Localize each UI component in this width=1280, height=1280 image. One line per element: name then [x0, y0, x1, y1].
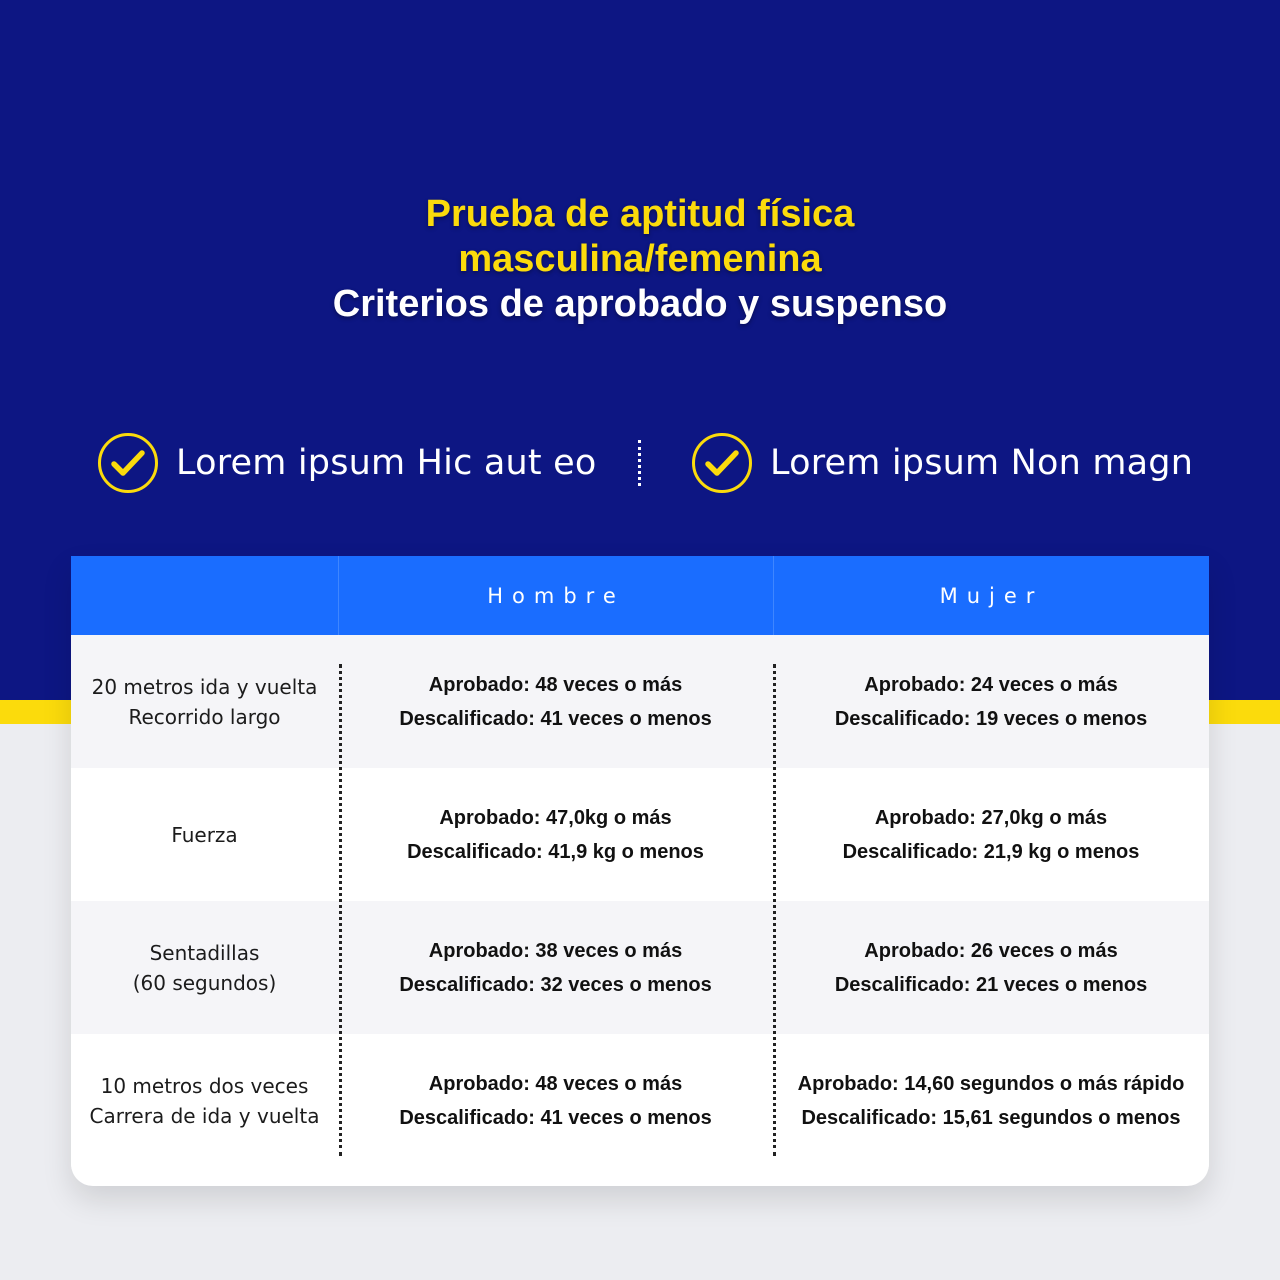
feature-item [692, 430, 1193, 496]
pass-criterion: Aprobado: 14,60 segundos o más rápido [797, 1072, 1185, 1095]
mujer-criteria [773, 768, 1209, 901]
pass-criterion: Aprobado: 48 veces o más [428, 673, 683, 696]
fail-criterion: Descalificado: 21 veces o menos [834, 973, 1148, 996]
pass-criterion: Aprobado: 38 veces o más [428, 939, 683, 962]
label-line: Sentadillas [149, 940, 260, 965]
column-divider [339, 664, 342, 1156]
title-line-3: Criterios de aprobado y suspenso [332, 283, 948, 325]
pass-criterion: Aprobado: 26 veces o más [864, 939, 1118, 962]
fail-criterion: Descalificado: 41 veces o menos [399, 707, 712, 730]
hombre-criteria [338, 768, 773, 901]
pass-criterion: Aprobado: 47,0kg o más [439, 806, 672, 829]
table-row [71, 635, 1209, 768]
criteria-table [71, 556, 1209, 1186]
table-row [71, 901, 1209, 1034]
hombre-criteria [338, 635, 773, 768]
label-line: 10 metros dos veces [100, 1073, 309, 1098]
label-line: Carrera de ida y vuelta [89, 1103, 320, 1128]
mujer-criteria [773, 635, 1209, 768]
header-cell-hombre: Hombre [338, 556, 773, 635]
label-line: Fuerza [171, 822, 238, 847]
fail-criterion: Descalificado: 32 veces o menos [399, 973, 712, 996]
feature-list [0, 430, 1280, 496]
check-circle-icon [98, 433, 158, 493]
pass-criterion: Aprobado: 48 veces o más [428, 1072, 683, 1095]
header-cell-empty [71, 556, 338, 635]
row-label [71, 901, 338, 1034]
row-label [71, 1034, 338, 1167]
feature-text: Lorem ipsum Hic aut eo [176, 443, 597, 483]
feature-item [98, 430, 597, 496]
feature-text: Lorem ipsum Non magn [770, 443, 1194, 483]
pass-criterion: Aprobado: 24 veces o más [864, 673, 1118, 696]
row-label [71, 768, 338, 901]
mujer-criteria [773, 901, 1209, 1034]
title-line-1: Prueba de aptitud física [425, 193, 855, 235]
hombre-criteria [338, 901, 773, 1034]
row-label [71, 635, 338, 768]
pass-criterion: Aprobado: 27,0kg o más [874, 806, 1108, 829]
check-circle-icon [692, 433, 752, 493]
label-line: (60 segundos) [132, 970, 277, 995]
table-header [71, 556, 1209, 635]
table-body [71, 635, 1209, 1167]
title-line-2: masculina/femenina [458, 238, 822, 280]
label-line: Recorrido largo [128, 704, 281, 729]
header-cell-mujer: Mujer [773, 556, 1209, 635]
label-line: 20 metros ida y vuelta [91, 674, 318, 699]
column-divider [773, 664, 776, 1156]
hombre-criteria [338, 1034, 773, 1167]
fail-criterion: Descalificado: 15,61 segundos o menos [801, 1106, 1181, 1129]
mujer-criteria [773, 1034, 1209, 1167]
fail-criterion: Descalificado: 41 veces o menos [399, 1106, 712, 1129]
fail-criterion: Descalificado: 19 veces o menos [834, 707, 1148, 730]
fail-criterion: Descalificado: 21,9 kg o menos [842, 840, 1140, 863]
table-row [71, 1034, 1209, 1167]
table-row [71, 768, 1209, 901]
fail-criterion: Descalificado: 41,9 kg o menos [407, 840, 704, 863]
feature-divider [638, 440, 641, 486]
page-title [0, 192, 1280, 327]
